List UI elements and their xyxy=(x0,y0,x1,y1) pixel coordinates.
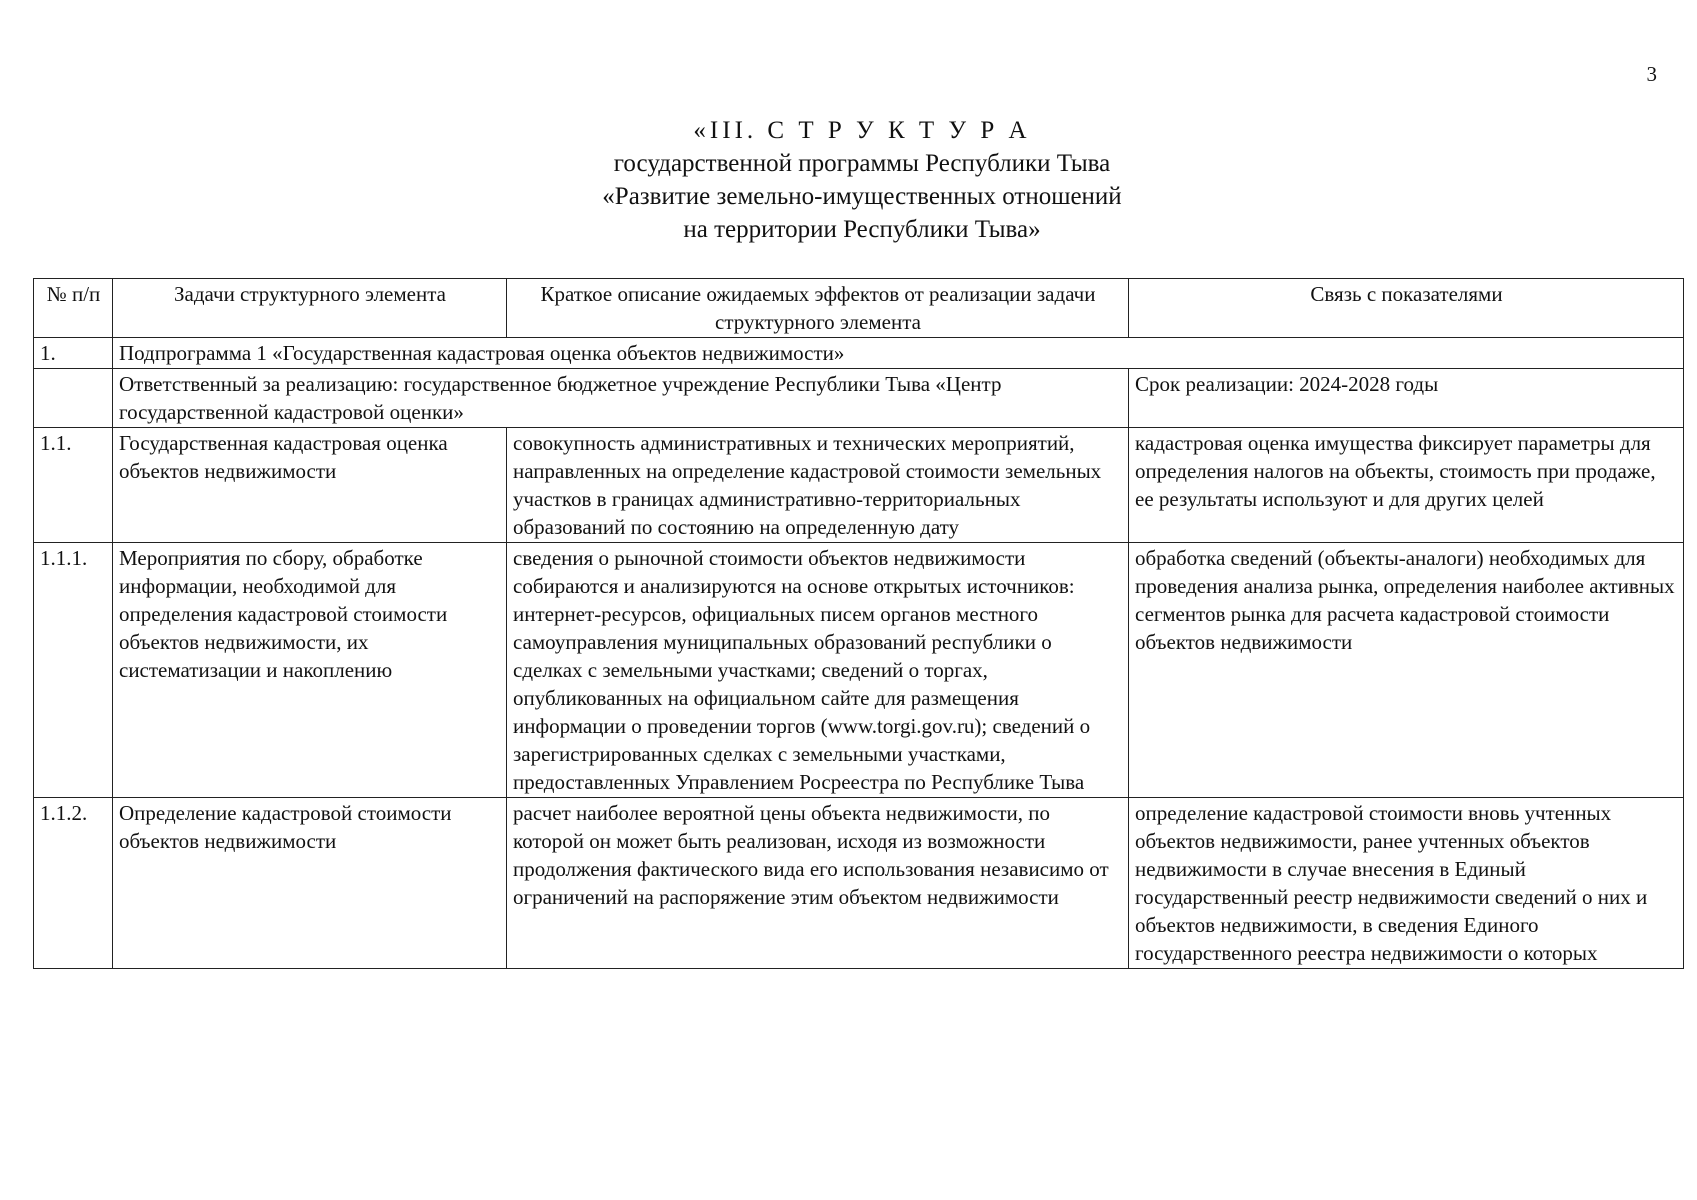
row-link: обработка сведений (объекты-аналоги) необходимых для проведения анализа рынка, определения наиболее активных сегментов рынка для расчета кадастровой стоимости объектов недвижимости xyxy=(1129,543,1684,798)
table-row xyxy=(34,428,1684,543)
title-line-1: «III. С Т Р У К Т У Р А xyxy=(693,117,1031,144)
row-task: Определение кадастровой стоимости объектов недвижимости xyxy=(113,798,507,969)
row-link: кадастровая оценка имущества фиксирует параметры для определения налогов на объекты, стоимость при продаже, ее результаты используют и для других целей xyxy=(1129,428,1684,543)
document-title xyxy=(0,114,1697,246)
subprogram-num: 1. xyxy=(34,338,113,369)
subprogram-row xyxy=(34,338,1684,369)
responsible-row xyxy=(34,369,1684,428)
subprogram-title: Подпрограмма 1 «Государственная кадастровая оценка объектов недвижимости» xyxy=(113,338,1684,369)
row-num: 1.1.1. xyxy=(34,543,113,798)
structure-table xyxy=(33,278,1684,969)
title-line-2: государственной программы Республики Тыва xyxy=(613,150,1111,177)
header-tasks: Задачи структурного элемента xyxy=(113,279,507,338)
title-line-4: на территории Республики Тыва» xyxy=(683,216,1041,243)
responsible-empty-cell xyxy=(34,369,113,428)
table-row xyxy=(34,543,1684,798)
row-num: 1.1. xyxy=(34,428,113,543)
header-effects: Краткое описание ожидаемых эффектов от реализации задачи структурного элемента xyxy=(507,279,1129,338)
header-link: Связь с показателями xyxy=(1129,279,1684,338)
row-link: определение кадастровой стоимости вновь учтенных объектов недвижимости, ранее учтенных объектов недвижимости в случае внесения в Единый государственный реестр недвижимости сведений о них и объектов недвижимости, в сведения Единого государственного реестра недвижимости о которых xyxy=(1129,798,1684,969)
table-header-row xyxy=(34,279,1684,338)
page-number: 3 xyxy=(1646,62,1657,86)
title-line-3: «Развитие земельно-имущественных отношений xyxy=(602,183,1122,210)
row-num: 1.1.2. xyxy=(34,798,113,969)
responsible-text: Ответственный за реализацию: государственное бюджетное учреждение Республики Тыва «Центр государственной кадастровой оценки» xyxy=(113,369,1129,428)
row-task: Государственная кадастровая оценка объектов недвижимости xyxy=(113,428,507,543)
table-row xyxy=(34,798,1684,969)
header-num: № п/п xyxy=(34,279,113,338)
row-effect: расчет наиболее вероятной цены объекта недвижимости, по которой он может быть реализован, исходя из возможности продолжения фактического вида его использования независимо от ограничений на распоряжение этим объектом недвижимости xyxy=(507,798,1129,969)
period-text: Срок реализации: 2024-2028 годы xyxy=(1129,369,1684,428)
row-effect: совокупность административных и технических мероприятий, направленных на определение кадастровой стоимости земельных участков в границах административно-территориальных образований по состоянию на определенную дату xyxy=(507,428,1129,543)
row-task: Мероприятия по сбору, обработке информации, необходимой для определения кадастровой стоимости объектов недвижимости, их систематизации и накоплению xyxy=(113,543,507,798)
row-effect: сведения о рыночной стоимости объектов недвижимости собираются и анализируются на основе открытых источников: интернет-ресурсов, официальных писем органов местного самоуправления муниципальных образований республики о сделках с земельными участками; сведений о торгах, опубликованных на официальном сайте для размещения информации о проведении торгов (www.torgi.gov.ru); сведений о зарегистрированных сделках с земельными участками, предоставленных Управлением Росреестра по Республике Тыва xyxy=(507,543,1129,798)
